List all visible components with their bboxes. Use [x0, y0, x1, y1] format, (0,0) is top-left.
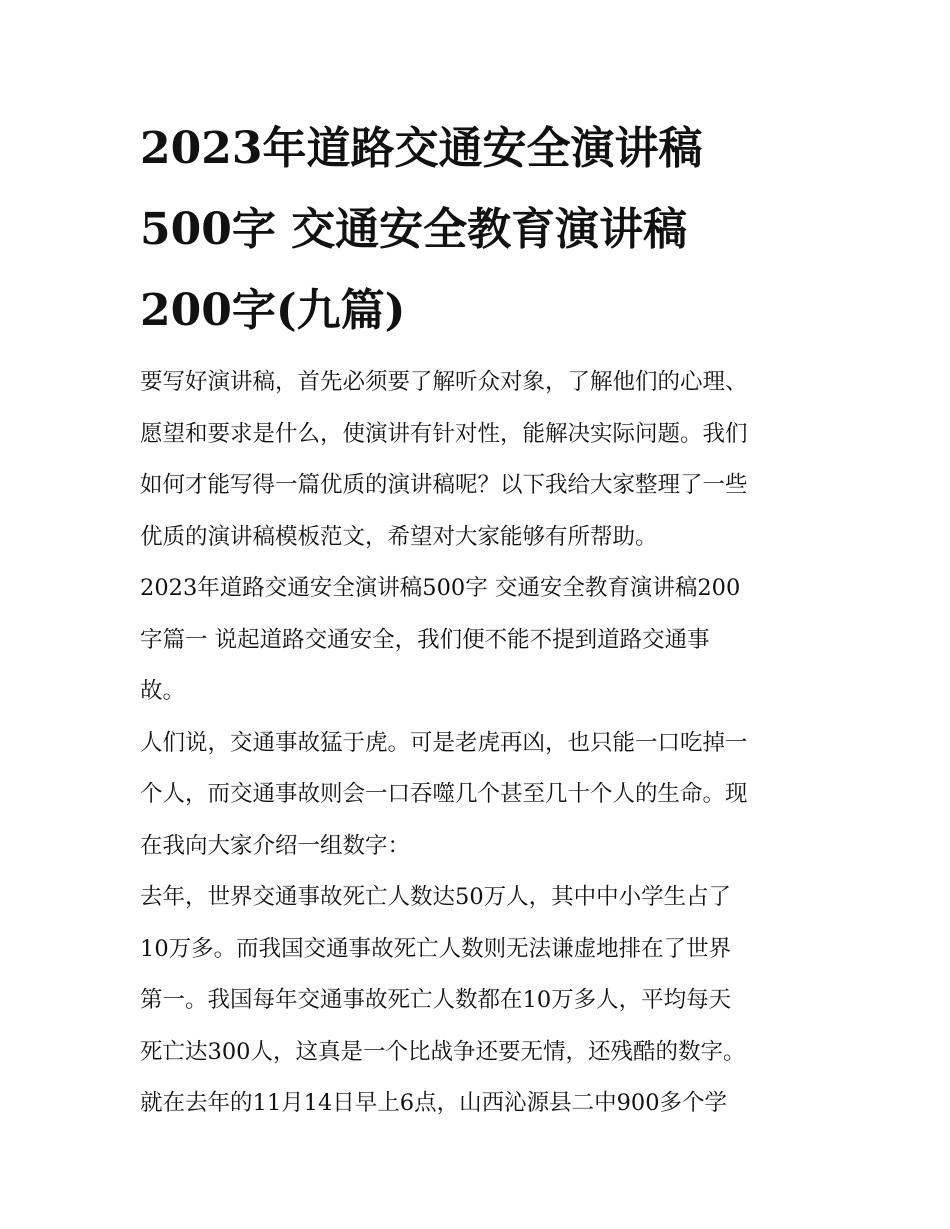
- body-paragraph: [140, 872, 830, 1130]
- text-line: 优质的演讲稿模板范文，希望对大家能够有所帮助。: [140, 523, 658, 550]
- text-line: 个人，而交通事故则会一口吞噬几个甚至几十个人的生命。现: [140, 781, 748, 807]
- text-line: 愿望和要求是什么，使演讲有针对性，能解决实际问题。我们: [140, 420, 748, 447]
- text-line: 人们说，交通事故猛于虎。可是老虎再凶，也只能一口吃掉一: [140, 729, 748, 756]
- text-line: 第一。我国每年交通事故死亡人数都在10万多人，平均每天: [140, 987, 732, 1013]
- text-line: 故。: [140, 678, 186, 704]
- title-line: 500字 交通安全教育演讲稿: [140, 204, 688, 255]
- text-line: 如何才能写得一篇优质的演讲稿呢？以下我给大家整理了一些: [140, 472, 748, 498]
- text-line: 在我向大家介绍一组数字：: [140, 832, 411, 859]
- text-line: 去年，世界交通事故死亡人数达50万人，其中中小学生占了: [140, 884, 732, 910]
- text-line: 死亡达300人，这真是一个比战争还要无情，还残酷的数字。: [140, 1038, 746, 1065]
- body-paragraph: [140, 718, 830, 873]
- text-line: 字篇一 说起道路交通安全，我们便不能不提到道路交通事: [140, 626, 710, 653]
- document-title: [140, 108, 820, 351]
- text-line: 2023年道路交通安全演讲稿500字 交通安全教育演讲稿200: [140, 575, 741, 601]
- title-line: 2023年道路交通安全演讲稿: [140, 123, 703, 174]
- text-line: 要写好演讲稿，首先必须要了解听众对象，了解他们的心理、: [140, 369, 748, 395]
- text-line: 10万多。而我国交通事故死亡人数则无法谦虚地排在了世界: [140, 935, 732, 962]
- section-heading-paragraph: [140, 563, 830, 718]
- text-line: 就在去年的11月14日早上6点，山西沁源县二中900多个学: [140, 1090, 728, 1116]
- document-body: [140, 357, 830, 1130]
- title-line: 200字(九篇): [140, 285, 406, 336]
- intro-paragraph: [140, 357, 830, 563]
